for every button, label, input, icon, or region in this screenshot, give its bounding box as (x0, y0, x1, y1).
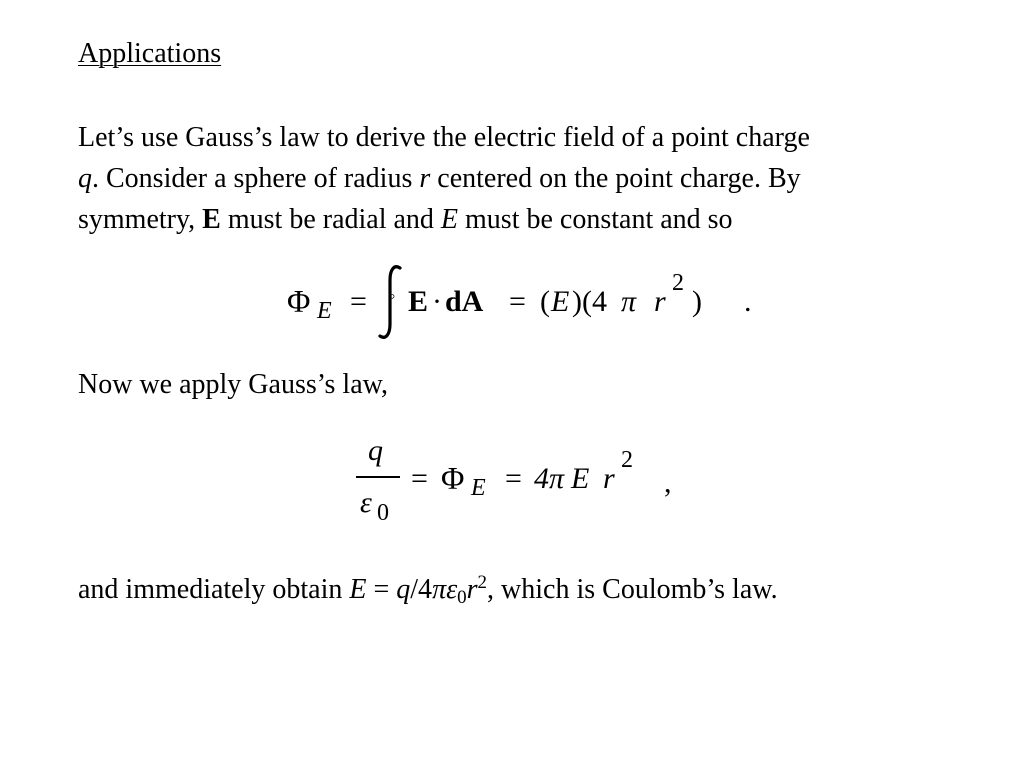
intro-line-3 (78, 199, 810, 240)
eq2-E: E (571, 462, 590, 495)
eq2-r: r (603, 462, 615, 495)
eq2-sup-2: 2 (621, 447, 633, 473)
symbol-q: q (78, 163, 92, 194)
eq1-E: E (551, 285, 570, 318)
conclusion-epsilon: ε (446, 574, 458, 605)
intro-line-1: Let’s use Gauss’s law to derive the electric field of a point charge (78, 122, 810, 153)
conclusion-equals: = (366, 574, 397, 605)
eq2-four-pi: 4π (534, 462, 565, 495)
eq1-E-vector: E (408, 285, 429, 318)
eq1-r: r (654, 285, 666, 318)
heading: Applications (78, 38, 222, 69)
eq2-denominator-sub-0: 0 (377, 500, 389, 526)
eq1-close-paren: ) (692, 285, 702, 318)
eq1-open-paren: ( (540, 285, 550, 318)
eq1-pi: π (621, 285, 637, 318)
eq1-close-open: )(4 (572, 285, 607, 318)
eq1-equals-2: = (509, 285, 526, 318)
eq1-circle: ◦ (389, 286, 396, 306)
conclusion-E: E (349, 574, 367, 605)
eq1-dot: · (432, 285, 442, 318)
eq2-equals-2: = (505, 462, 522, 495)
intro-line-3-text-c: must be constant and so (458, 204, 733, 235)
conclusion-sub-0: 0 (457, 587, 467, 608)
eq1-sup-2: 2 (672, 270, 684, 296)
conclusion-paragraph (78, 569, 778, 610)
intro-line-2 (78, 158, 810, 199)
eq1-period: . (744, 285, 752, 318)
fraction-bar (356, 476, 400, 478)
symbol-r: r (419, 163, 431, 194)
intro-line-3-text-a: symmetry, (78, 204, 203, 235)
intro-line-2-text-a: . Consider a sphere of radius (92, 163, 420, 194)
conclusion-r: r (466, 574, 478, 605)
eq2-denominator-epsilon: ε (360, 486, 372, 519)
conclusion-q: q (396, 574, 411, 605)
intro-line-2-text-b: centered on the point charge. By (430, 163, 801, 194)
conclusion-slash-4: /4 (410, 574, 433, 605)
eq1-equals: = (350, 285, 367, 318)
eq2-comma: , (664, 466, 672, 499)
intro-line-3-text-b: must be radial and (220, 204, 441, 235)
gauss-intro: Now we apply Gauss’s law, (78, 369, 389, 400)
conclusion-text-a: and immediately obtain (78, 574, 350, 605)
intro-paragraph (78, 117, 810, 240)
conclusion-sup-2: 2 (477, 572, 488, 593)
eq1-phi: Φ (287, 283, 311, 319)
symbol-E-vector: E (202, 204, 221, 235)
conclusion-text-b: , which is Coulomb’s law. (487, 574, 778, 605)
symbol-E-magnitude: E (440, 204, 459, 235)
eq2-sub-E: E (471, 475, 486, 501)
eq2-numerator-q: q (368, 434, 383, 467)
eq1-dA: dA (445, 285, 484, 318)
eq1-sub-E: E (317, 298, 332, 324)
closed-integral-icon (370, 262, 410, 342)
eq2-equals: = (411, 462, 428, 495)
conclusion-pi: π (432, 574, 447, 605)
eq2-phi: Φ (441, 460, 465, 496)
